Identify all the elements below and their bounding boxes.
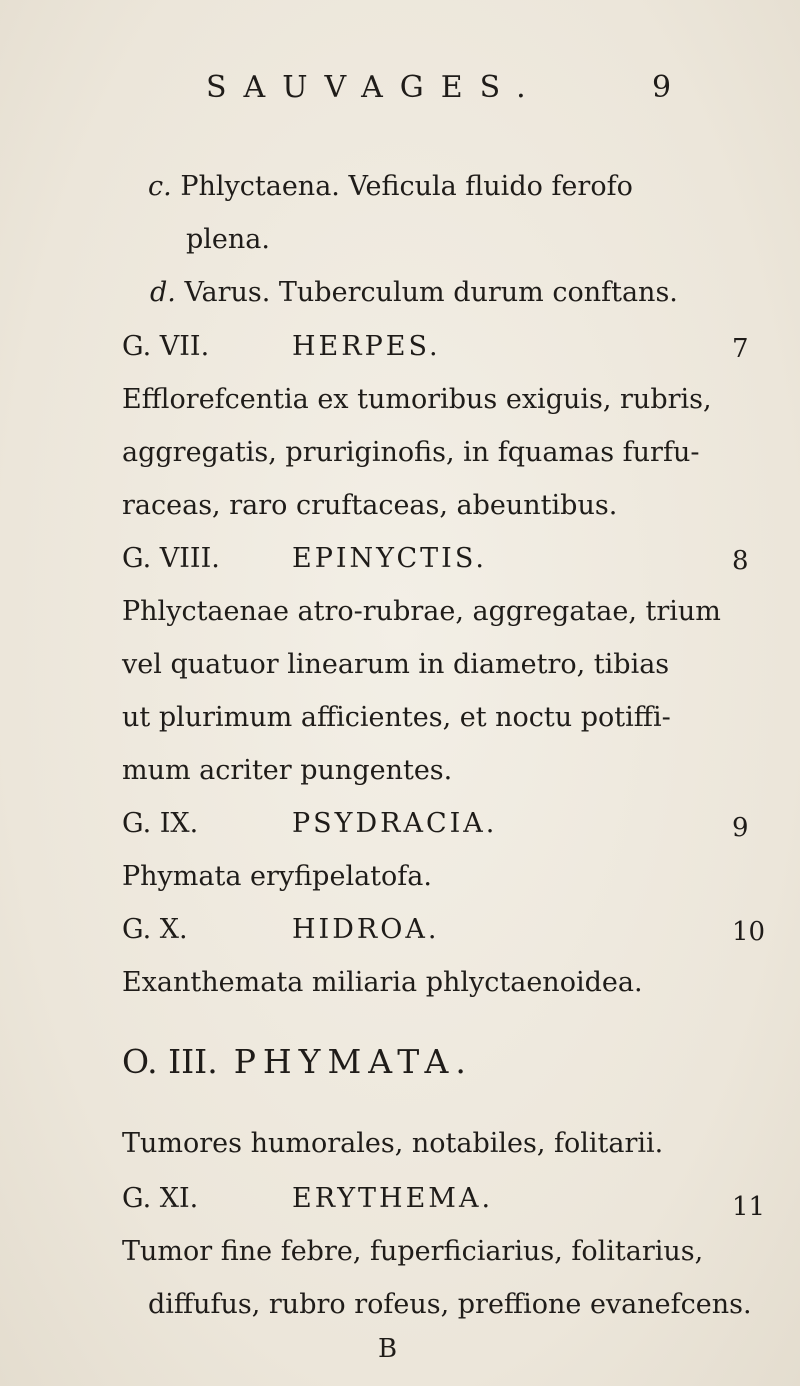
order-description: Tumores humorales, notabiles, folitarii. [122,1128,664,1159]
genus-psydracia-heading [122,807,497,841]
genus-name: EPINYCTIS. [292,543,487,574]
description-line: Efflorefcentia ex tumoribus exiguis, rubris, [122,384,712,415]
genus-label: G. IX. [122,808,199,839]
description-line: Tumor fine febre, fuperficiarius, folitarius, [122,1236,704,1267]
description-line: raceas, raro cruftaceas, abeuntibus. [122,490,618,521]
description-line: mum acriter pungentes. [122,755,453,786]
genus-label: G. VIII. [122,543,220,574]
order-label: O. III. [122,1042,218,1081]
genus-herpes-heading [122,330,441,364]
entry-d [150,276,678,310]
description-line: aggregatis, pruriginofis, in fquamas furfu- [122,437,700,468]
description-line: diffufus, rubro rofeus, preffione evanefcens. [148,1289,752,1320]
genus-name: ERYTHEMA. [292,1183,494,1214]
description-line: ut plurimum afficientes, et noctu potiffi- [122,702,671,733]
order-heading [122,1042,473,1081]
description-line: vel quatuor linearum in diametro, tibias [122,649,670,680]
description-line: Phlyctaenae atro-rubrae, aggregatae, trium [122,596,721,627]
margin-number: 9 [732,813,749,843]
description-line: Exanthemata miliaria phlyctaenoidea. [122,967,643,998]
entry-text: Varus. Tuberculum durum conftans. [184,277,678,308]
order-name: PHYMATA. [233,1042,473,1081]
genus-hidroa-heading [122,913,439,947]
genus-epinyctis-heading [122,542,487,576]
entry-c [148,170,633,204]
genus-erythema-heading [122,1182,493,1216]
entry-letter: d. [150,277,176,308]
genus-name: HIDROA. [292,914,440,945]
genus-label: G. X. [122,914,188,945]
running-head: SAUVAGES. [206,70,543,105]
genus-label: G. VII. [122,331,210,362]
entry-text: Phlyctaena. Veficula fluido ferofo [180,171,633,202]
margin-number: 11 [732,1192,766,1222]
entry-c-cont: plena. [186,224,270,255]
margin-number: 10 [732,917,766,947]
signature-mark: B [378,1334,398,1364]
margin-number: 7 [732,334,749,364]
description-line: Phymata eryfipelatofa. [122,861,432,892]
genus-name: HERPES. [292,331,441,362]
genus-label: G. XI. [122,1183,199,1214]
entry-letter: c. [148,171,172,202]
margin-number: 8 [732,546,749,576]
genus-name: PSYDRACIA. [292,808,498,839]
page-number: 9 [652,70,672,105]
